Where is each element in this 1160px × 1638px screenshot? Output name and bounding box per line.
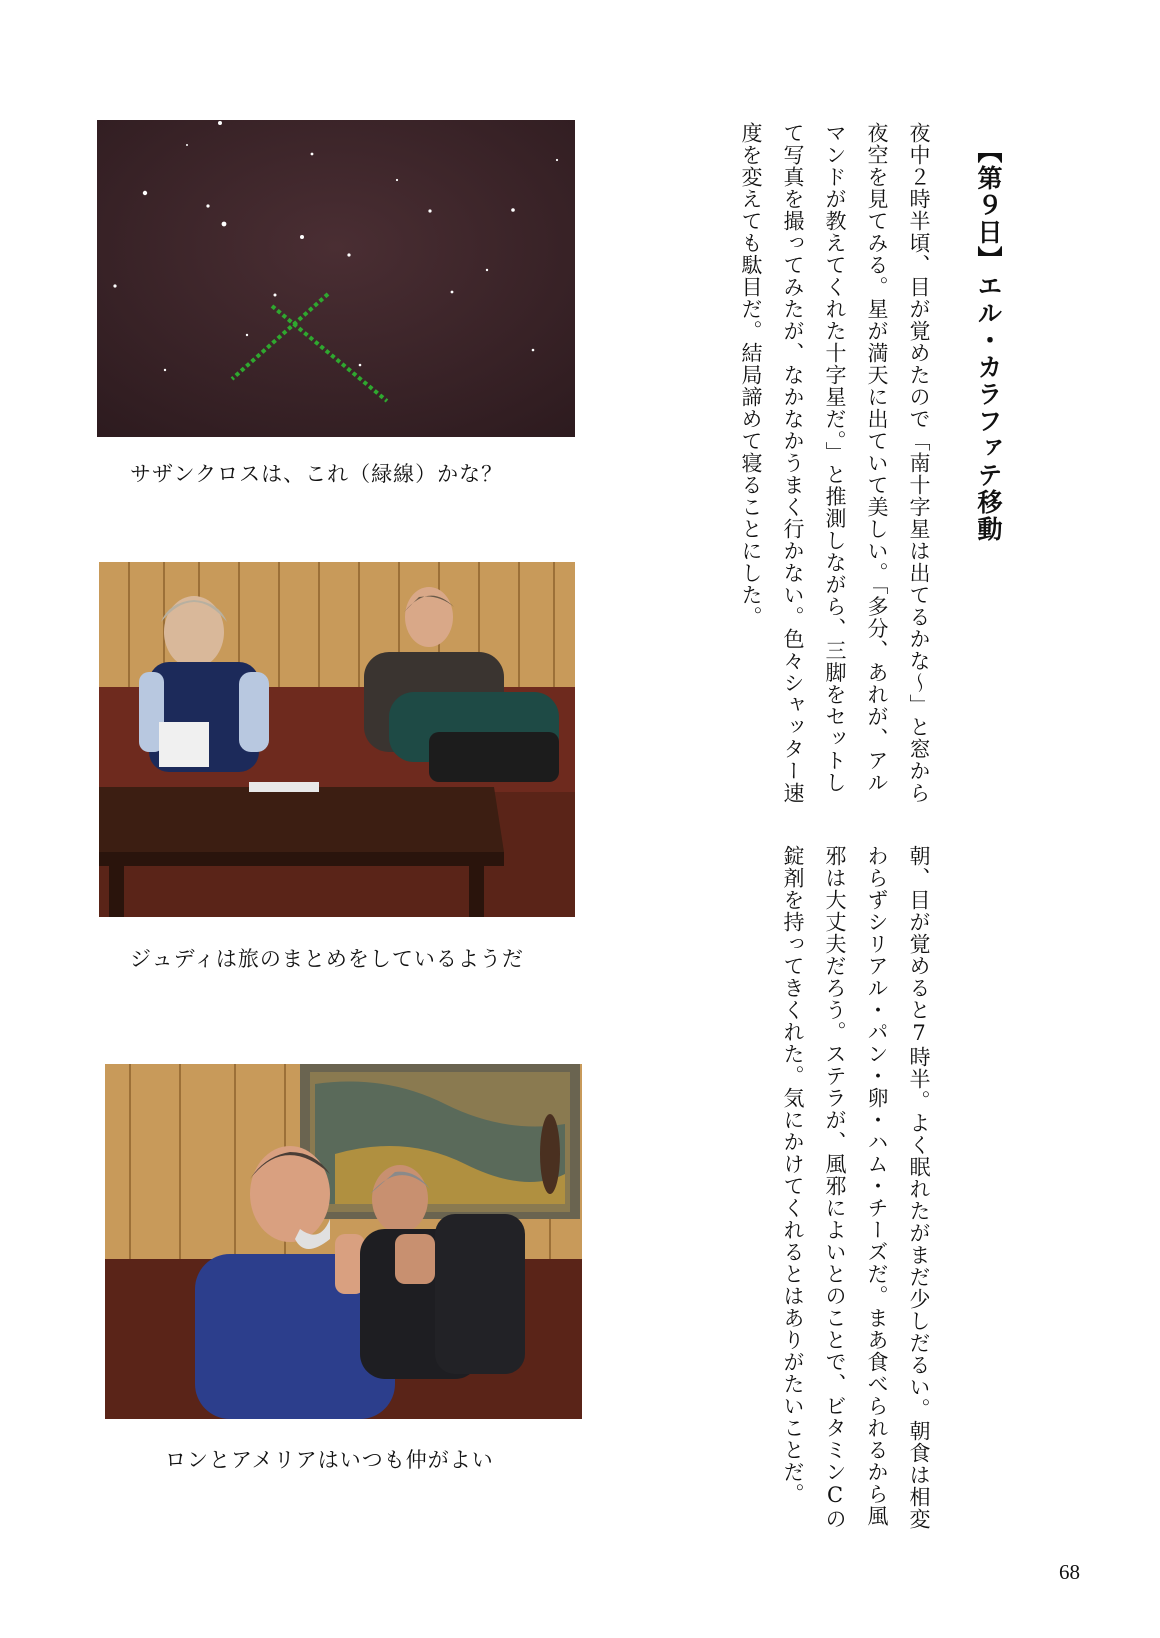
photo-ron-amelia [105, 1064, 582, 1419]
caption-southern-cross: サザンクロスは、これ（緑線）かな？ [130, 462, 504, 486]
page-number: 68 [1059, 1560, 1080, 1584]
caption-judy: ジュディは旅のまとめをしているようだ [130, 947, 524, 971]
paragraph-morning: 朝、目が覚めると7時半。よく眠れたがまだ少しだるい。朝食は相変わらずシリアル・パン・卵・ハム・チーズだ。まあ食べられるから風邪は大丈夫だろう。ステラが、風邪によいとのことで、ビタミンCの錠剤を持ってきくれた。気にかけてくれるとはありがたいことだ。 [781, 845, 931, 1530]
photo-judy [99, 562, 575, 917]
chapter-heading [966, 138, 1010, 598]
caption-ron-amelia: ロンとアメリアはいつも仲がよい [165, 1448, 494, 1472]
photo-southern-cross [97, 120, 575, 437]
chapter-title: エル・カラファテ移動 [974, 273, 1003, 543]
paragraph-night: 夜中２時半頃、目が覚めたので「南十字星は出てるかな〜」と窓から夜空を見てみる。星が満天に出ていて美しい。「多分、あれが、アルマンドが教えてくれた十字星だ。」と推測しながら、三脚をセットして写真を撮ってみたが、なかなかうまく行かない。色々シャッター速度を変えても駄目だ。結局諦めて寝ることにした。 [739, 122, 931, 804]
chapter-day: 【第９日】 [974, 138, 1003, 273]
